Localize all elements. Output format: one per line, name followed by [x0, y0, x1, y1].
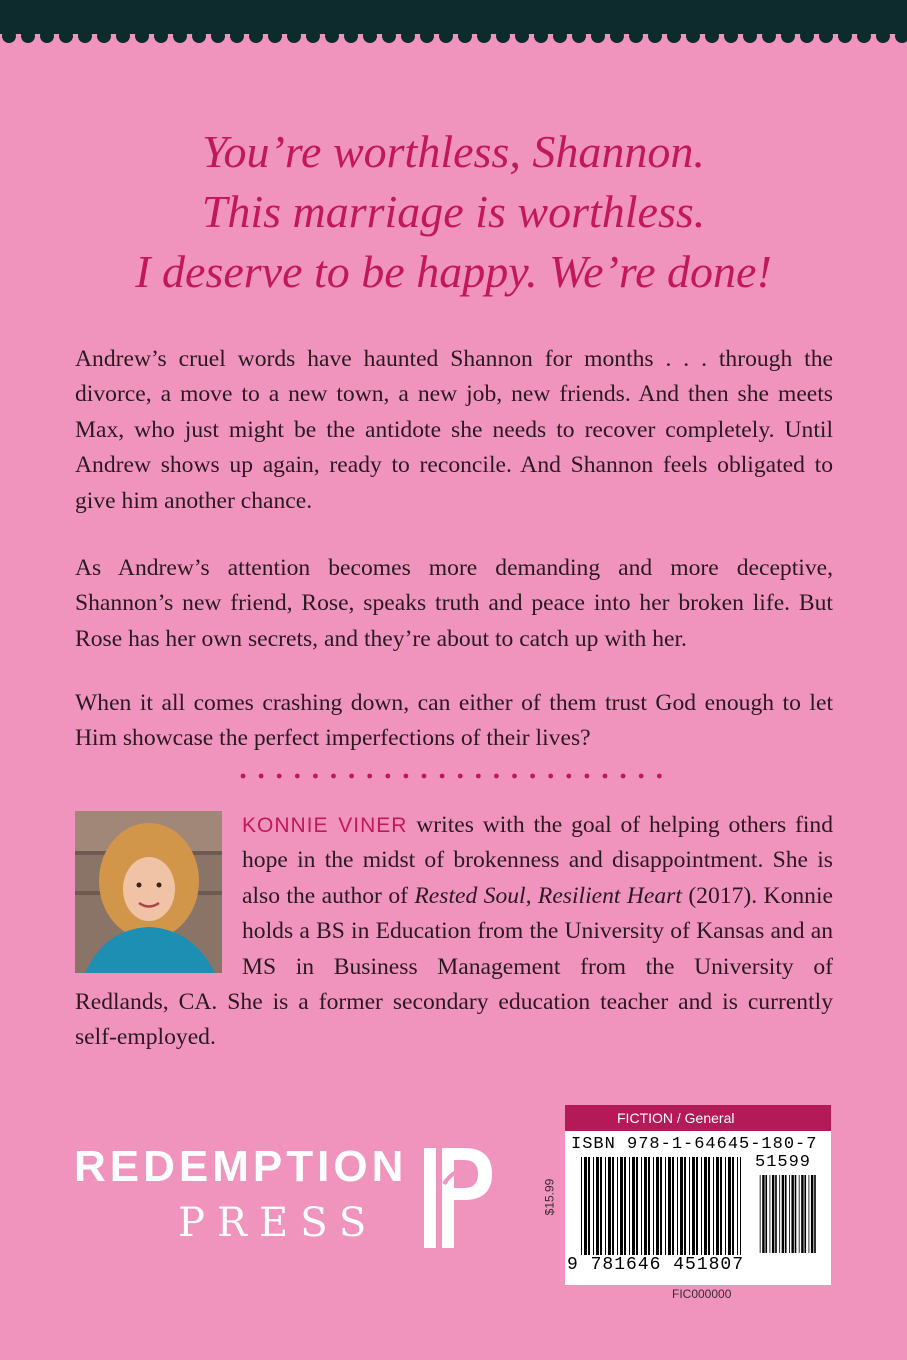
- bio-text-b: (2017). Konnie holds a BS in Education from the University of Kansas and an MS in Business Management from the University of Redlands, CA. She is a former secondary education teacher and is currently self-employed.: [75, 882, 833, 1051]
- scallop-border: [0, 30, 907, 48]
- blurb-paragraph-1: Andrew’s cruel words have haunted Shannon for months . . . through the divorce, a move to a new town, a new job, new friends. And then she meets Max, who just might be the antidote she needs to recover completely. Until Andrew shows up again, ready to reconcile. And Shannon feels obligated to give him another chance.: [75, 346, 833, 514]
- category-label: FICTION / General: [565, 1105, 831, 1131]
- book-title: Rested Soul, Resilient Heart: [414, 882, 682, 909]
- dotted-divider: [240, 770, 670, 782]
- quote-line-3: I deserve to be happy. We’re done!: [135, 246, 772, 297]
- barcode-box: [565, 1131, 831, 1285]
- barcode-bars: [581, 1157, 741, 1255]
- isbn-text: ISBN 978-1-64645-180-7: [571, 1135, 818, 1154]
- publisher-logo-icon: [420, 1140, 496, 1250]
- publisher-name-line-2: PRESS: [178, 1200, 379, 1246]
- top-band: [0, 0, 907, 34]
- author-name: KONNIE VINER: [242, 814, 408, 837]
- author-bio: [75, 808, 833, 1056]
- photo-space: [75, 808, 242, 976]
- addon-bars: [753, 1175, 825, 1253]
- publisher-name-line-1: REDEMPTION: [74, 1142, 408, 1191]
- quote-line-1: You’re worthless, Shannon.: [202, 126, 705, 177]
- blurb-paragraph-3: When it all comes crashing down, can either of them trust God enough to let Him showcase the perfect imperfections of their lives?: [75, 690, 833, 752]
- bio-text-a: writes with the goal of helping others find hope in the midst of brokenness and disappointment. She is also the author of: [242, 812, 834, 909]
- pull-quote: [0, 122, 907, 302]
- ean-digits: 9 781646 451807: [567, 1255, 745, 1275]
- addon-code: 51599: [755, 1153, 812, 1172]
- price-label: $15.99: [542, 1178, 557, 1216]
- bisac-code: FIC000000: [672, 1287, 732, 1301]
- quote-line-2: This marriage is worthless.: [201, 186, 706, 237]
- blurb-paragraph-2: As Andrew’s attention becomes more demanding and more deceptive, Shannon’s new friend, Rose, speaks truth and peace into her broken life. But Rose has her own secrets, and they’re about to catch up with her.: [75, 555, 833, 652]
